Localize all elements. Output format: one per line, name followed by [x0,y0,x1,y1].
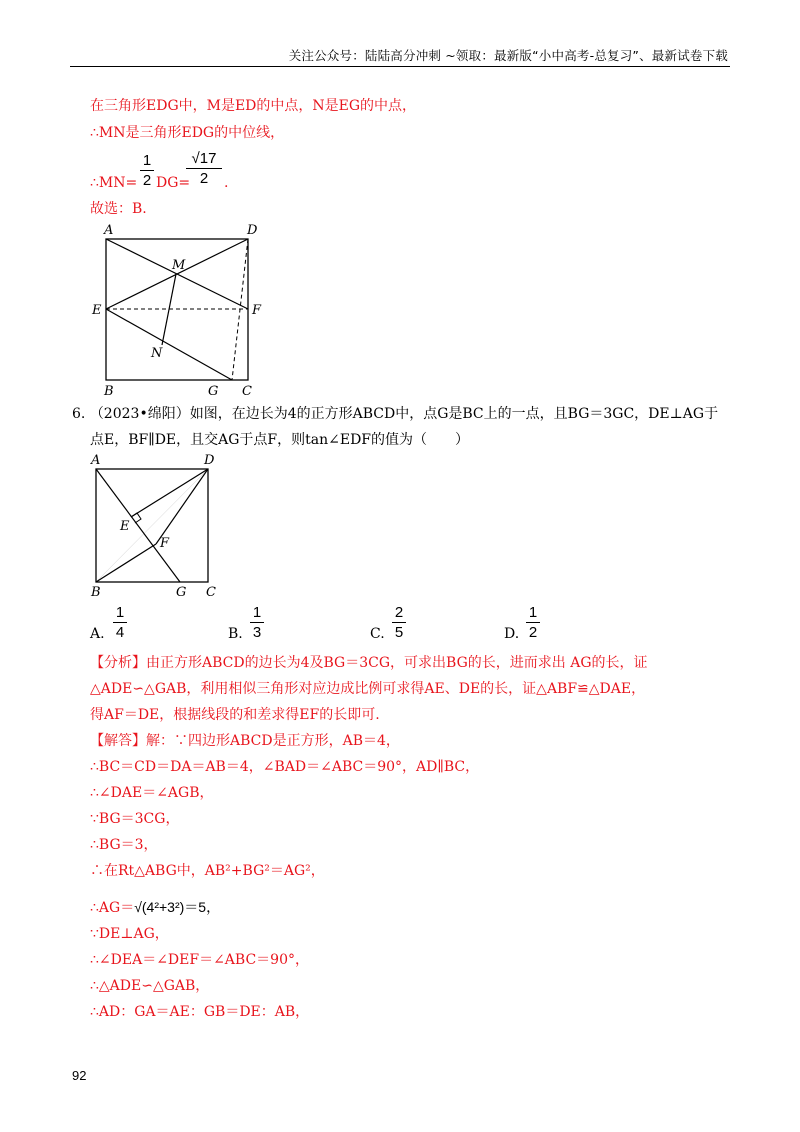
label-E: E [120,519,130,534]
analysis-line: △ADE∽△GAB，利用相似三角形对应边成比例可求得AE、DE的长，证△ABF≌△DAE， [90,681,646,697]
label-N: N [151,346,163,361]
solution-line: ∴∠DEA＝∠DEF＝∠ABC＝90°， [90,952,309,968]
choice-d[interactable]: D. [504,626,520,642]
solution-line: ∴△ADE∽△GAB， [90,978,210,994]
label-E: E [92,303,102,318]
dg-text: DG= [156,175,191,191]
choice-a-fraction: 1 4 [113,604,127,641]
solution-line: ∴在Rt△ABG中，AB²+BG²＝AG²， [90,863,325,879]
label-G: G [176,585,187,600]
label-G: G [208,384,219,399]
choice-b-fraction: 1 3 [250,604,264,641]
page-header: 关注公众号：陆陆高分冲刺 ~领取：最新版“小中高考-总复习”、最新试卷下载 [288,48,728,63]
analysis-line: 【分析】由正方形ABCD的边长为4及BG＝3CG，可求出BG的长，进而求出 AG的长，证 [90,655,648,671]
figure-square-edg [90,220,270,400]
header-rule [70,66,730,67]
solution-line: ∴AD：GA＝AE：GB＝DE：AB， [90,1004,310,1020]
choice-a[interactable]: A. [90,626,105,642]
label-M: M [172,258,186,273]
label-D: D [247,223,258,238]
question-number: 6. [72,406,86,422]
ag-prefix: ∴AG＝ [90,900,135,916]
choice-c[interactable]: C. [370,626,385,642]
label-F: F [252,303,262,318]
fraction-half: 1 2 [140,152,154,189]
choice-b[interactable]: B. [228,626,243,642]
solution-line [90,173,137,193]
analysis-line: 得AF＝DE，根据线段的和差求得EF的长即可. [90,707,380,723]
solution-line: ∵BG＝3CG， [90,811,180,827]
choice-d-fraction: 1 2 [526,604,540,641]
solution-line [90,897,220,918]
label-D: D [204,453,215,468]
solution-line: ∴BG＝3， [90,837,158,853]
label-C: C [206,585,216,600]
figure-square-abcd [88,450,223,600]
choice-c-fraction: 2 5 [392,604,406,641]
label-B: B [91,585,101,600]
solution-line: 【解答】解：∵四边形ABCD是正方形，AB＝4， [90,733,400,749]
question-line [72,404,718,424]
fraction-sqrt17: √17 2 [186,150,222,187]
label-F: F [160,536,170,551]
page-number: 92 [72,1068,87,1083]
label-C: C [242,384,252,399]
question-text: （2023•绵阳）如图，在边长为4的正方形ABCD中，点G是BC上的一点，且BG＝3GC，DE⊥AG于 [89,406,719,422]
ag-formula: √(4²+3²)＝5， [134,899,221,915]
solution-line: ∵DE⊥AG， [90,926,169,942]
period: . [224,175,229,191]
solution-line: ∴∠DAE＝∠AGB， [90,785,214,801]
label-A: A [91,453,101,468]
answer-line: 故选：B. [90,201,147,217]
solution-line: ∴MN是三角形EDG的中位线， [90,125,285,141]
label-A: A [104,223,114,238]
question-line: 点E，BF∥DE，且交AG于点F，则tan∠EDF的值为（ ） [90,432,470,448]
solution-line: 在三角形EDG中，M是ED的中点，N是EG的中点， [90,98,417,114]
mn-prefix: ∴MN= [90,175,138,191]
label-B: B [104,384,114,399]
solution-line: ∴BC＝CD＝DA＝AB＝4，∠BAD＝∠ABC＝90°，AD∥BC， [90,759,480,775]
